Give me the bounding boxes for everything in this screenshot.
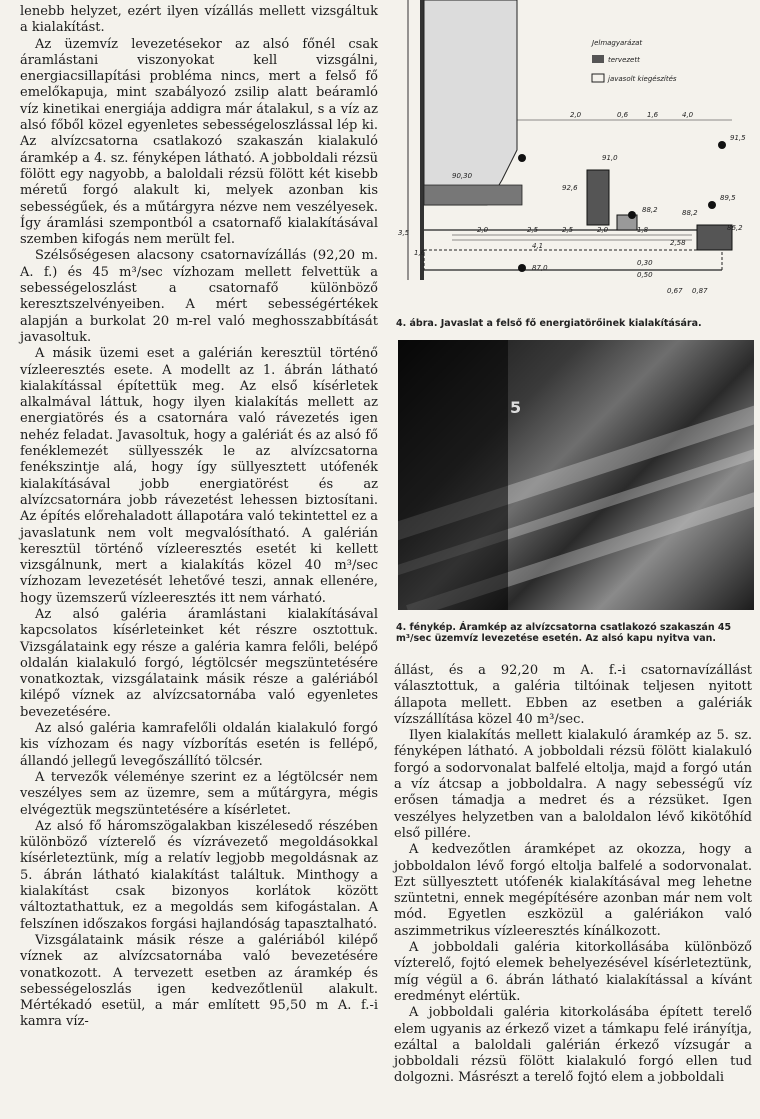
figure-caption: 4. ábra. Javaslat a felső fő energiatörőinek kialakítására.: [396, 318, 702, 329]
dimension-label: 0,30: [637, 259, 653, 267]
level-marker: [628, 211, 636, 219]
dimension-label: 4,0: [682, 111, 694, 119]
dimension-label: 1,6: [414, 249, 426, 257]
paragraph: A jobboldali galéria kitorkolásába épített terelő elem ugyanis az érkező vizet a támkapu felé irányítja, ezáltal a baloldali galérián érkező vízsugár a jobboldali rézsü fölött kialakuló forgó ellen tud dolgozni. Másrészt a terelő fojtó elem a jobboldali: [394, 1005, 752, 1086]
level-marker: [708, 201, 716, 209]
paragraph: állást, és a 92,20 m A. f.-i csatornavízállást választottuk, a galéria tiltóinak teljesen nyitott állapota mellett. Ebben az esetben a galériák vízszállítása közel 40 m³/sec.: [394, 663, 752, 727]
left-text-column: [20, 4, 378, 1031]
dimension-label: 2,58: [670, 239, 686, 247]
photo-label: 5: [510, 398, 522, 417]
left-wall: [420, 0, 424, 280]
paragraph: A kedvezőtlen áramképet az okozza, hogy a jobboldalon lévő forgó eltolja balfelé a sodorvonalat. Ezt süllyesztett utófenék kialakításával meg lehetne szüntetni, ennek megépítésére azonban már nem volt mód. Egyetlen eszközül a galériákon való aszimmetrikus vízleeresztés kínálkozott.: [394, 842, 752, 939]
paragraph: Vizsgálataink másik része a galériából kilépő víznek az alvízcsatornába való bevezetésére vonatkozott. A tervezett esetben az áramkép és sebességeloszlás igen kedvezőtlenül alakult. Mértékadó esetül, a már említett 95,50 m A. f.-i kamra víz-: [20, 932, 378, 1030]
level-marker: [518, 154, 526, 162]
paragraph: Az alsó galéria áramlástani kialakításával kapcsolatos kísérleteinket két részre osztottuk. Vizsgálataink egy része a galéria kamra felőli, belépő oldalán kialakuló forgó, légtölcsér megszüntetésére vonatkoztak, vizsgálataink másik része a galériából kilépő víznek az alvízcsatornába való egyenletes bevezetésére.: [20, 606, 378, 720]
elevation-label: 91,0: [602, 154, 618, 162]
paragraph: Az alsó fő háromszögalakban kiszélesedő részében különböző vízterelő és vízrávezető megoldásokkal kísérleteztünk, míg a relatív legjobb megoldásnak az 5. ábrán látható kialakítást találtuk. Minthogy a kialakítást csak bizonyos korlátok között változtathattuk, ez a megoldás sem kifogástalan. A felszínen időszakos forgási hajlandóság tapasztalható.: [20, 818, 378, 932]
flow-photograph: [398, 340, 754, 610]
legend-title: Jelmagyarázat: [592, 39, 643, 47]
dimension-label: 4,1: [532, 242, 544, 250]
level-marker: [518, 264, 526, 272]
dimension-label: 3,5: [398, 229, 410, 237]
paragraph: A másik üzemi eset a galérián keresztül történő vízleeresztés esete. A modellt az 1. ábrán látható kialakítással építettük meg. Az első kísérletek alkalmával láttuk, hogy ilyen kialakítás mellett az energiatörés és a csatornára való rávezetés igen nehéz feladat. Javasoltuk, hogy a galériát és az alsó fő fenéklemezét süllyesszék le az alvízcsatorna fenékszintje alá, hogy így süllyesztett utófenék kialakításával jobb energiatörést és az alvízcsatornára jobb rávezetést lehessen biztosítani. Az építés előrehaladott állapotára való tekintettel ez a javaslatunk nem volt megvalósítható. A galérián keresztül történő vízleeresztés esetét ki kellett vizsgálnunk, mert a kialakítás közel 40 m³/sec vízhozam levezetését lehetővé teszi, annak ellenére, hogy üzemszerű vízleeresztés itt nem várható.: [20, 346, 378, 606]
legend-item: javasolt kiegészítés: [608, 75, 677, 83]
elevation-label: 91,5: [730, 134, 746, 142]
right-text-column: [394, 663, 752, 1087]
paragraph: A jobboldali galéria kitorkollásába különböző vízterelő, fojtó elemek behelyezésével kísérleteztünk, míg végül a 6. ábrán látható kialakítással a kívánt eredményt elértük.: [394, 940, 752, 1004]
dissipator-block: [587, 170, 609, 225]
dimension-label: 1,6: [647, 111, 659, 119]
paragraph: Az alsó galéria kamrafelőli oldalán kialakuló forgó kis vízhozam és nagy vízborítás esetén is fellépő, állandó jellegű levegőszállító tölcsér.: [20, 721, 378, 769]
legend-item: tervezett: [608, 56, 640, 64]
elevation-label: 86,2: [727, 224, 743, 232]
dimension-label: 2,0: [597, 226, 609, 234]
elevation-label: 88,2: [642, 206, 658, 214]
dimension-label: 2,0: [477, 226, 489, 234]
elevation-label: 88,2: [682, 209, 698, 217]
elevation-label: 89,5: [720, 194, 736, 202]
legend-swatch-planned: [592, 55, 604, 63]
legend-swatch-proposed: [592, 74, 604, 82]
dimension-label: 2,5: [527, 226, 539, 234]
dimension-label: 0,67: [667, 287, 683, 295]
dimension-label: 2,0: [570, 111, 582, 119]
elevation-label: 92,6: [562, 184, 578, 192]
elevation-label: 87,0: [532, 264, 548, 272]
level-marker: [718, 141, 726, 149]
dimension-label: 1,8: [637, 226, 649, 234]
elevation-label: 90,30: [452, 172, 473, 180]
paragraph: lenebb helyzet, ezért ilyen vízállás mellett vizsgáltuk a kialakítást.: [20, 4, 378, 36]
photo-caption: 4. fénykép. Áramkép az alvízcsatorna csatlakozó szakaszán 45 m³/sec üzemvíz levezetése esetén. Az alsó kapu nyitva van.: [396, 622, 732, 644]
technical-drawing: [392, 0, 758, 310]
dimension-label: 0,50: [637, 271, 653, 279]
paragraph: A tervezők véleménye szerint ez a légtölcsér nem veszélyes sem az üzemre, sem a műtárgyra, mégis elvégeztük megszüntetésére a kísérletet.: [20, 769, 378, 818]
paragraph: Az üzemvíz levezetésekor az alsó főnél csak áramlástani viszonyokat kell vizsgálni, energiacsillapítási probléma nincs, mert a felső fő emelőkapuja, mint szabályozó zsilip alatt beáramló víz kinetikai energiája addigra már átalakul, s a víz az alsó főből közel egyenletes sebességeloszlással lép ki. Az alvízcsatorna csatlakozó szakaszán kialakuló áramkép a 4. sz. fényképen látható. A jobboldali rézsü fölött egy nagyobb, a baloldali rézsü fölött két kisebb méretű forgó alakult ki, melyek azonban kis sebességűek, és a műtárgyra nézve nem veszélyesek. Így áramlási szempontból a csatornafő kialakításával szemben kifogás nem merült fel.: [20, 36, 378, 248]
paragraph: Szélsőségesen alacsony csatornavízállás (92,20 m. A. f.) és 45 m³/sec vízhozam mellett felvettük a sebességeloszlást a csatornafő különböző keresztszelvényeiben. A mért sebességértékek alapján a burkolat 20 m-rel való meghosszabbítását javasoltuk.: [20, 248, 378, 345]
dimension-label: 0,87: [692, 287, 708, 295]
dimension-label: 2,5: [562, 226, 574, 234]
dimension-label: 0,6: [617, 111, 629, 119]
paragraph: Ilyen kialakítás mellett kialakuló áramkép az 5. sz. fényképen látható. A jobboldali rézsü fölött kialakuló forgó a sodorvonalat balfelé eltolja, majd a forgó után a víz átcsap a jobboldalra. A nagy sebességű víz erősen támadja a medret és a rézsüket. Igen veszélyes helyzetben van a baloldalon lévő kikötőhíd első pillére.: [394, 728, 752, 841]
